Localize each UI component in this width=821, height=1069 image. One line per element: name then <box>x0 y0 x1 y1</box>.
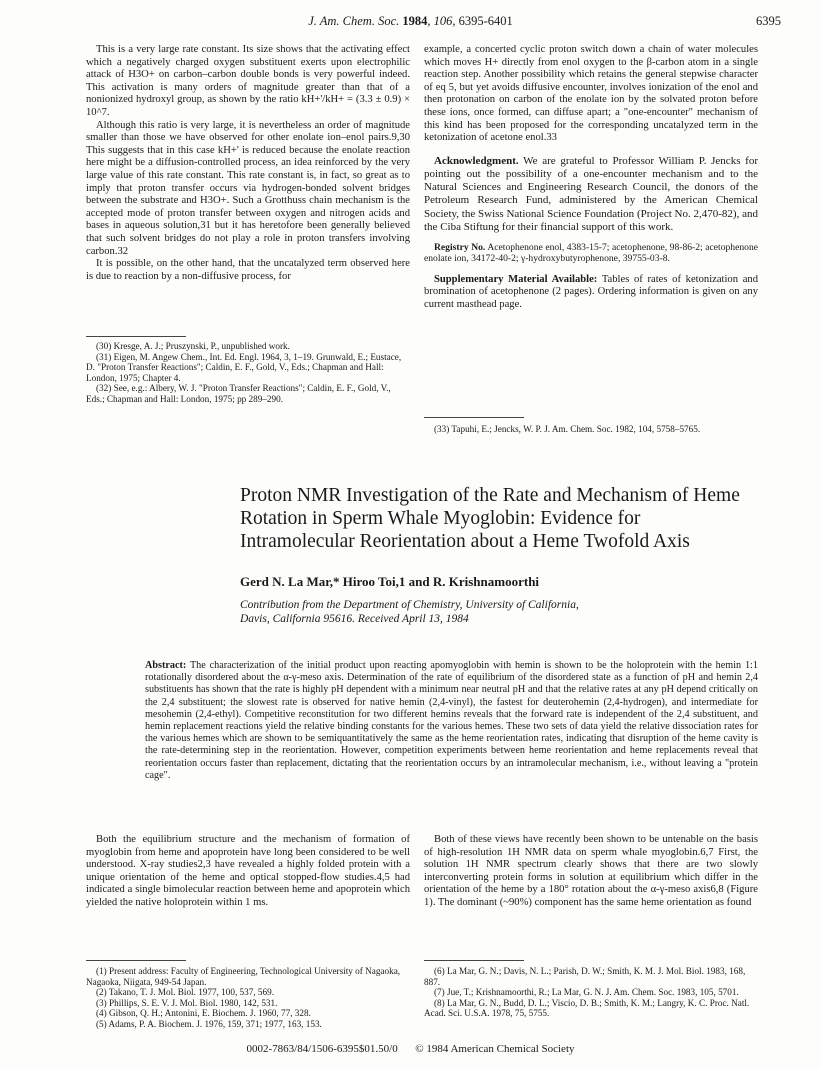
paragraph: Both the equilibrium structure and the mechanism of formation of myoglobin from heme and apoprotein have long been considered to be well understood. X-ray studies2,3 have revealed a highly folded protein with a unique orientation of the heme and optical stopped-flow studies.4,5 had indicated a single bimolecular reaction between heme and apoprotein which yielded the native holoprotein within 1 ms. <box>86 834 410 908</box>
supplementary <box>424 274 758 312</box>
footnotes-right <box>424 966 758 1019</box>
body-left-column <box>86 834 410 910</box>
affiliation-line: Davis, California 95616. Received April 13, 1984 <box>240 613 469 625</box>
article-authors: Gerd N. La Mar,* Hiroo Toi,1 and R. Krishnamoorthi <box>240 574 540 589</box>
running-header: J. Am. Chem. Soc. 1984, 106, 6395-6401 <box>308 14 513 28</box>
page-footer <box>0 1043 821 1055</box>
footnote-rule <box>86 960 186 961</box>
footer-code: 0002-7863/84/1506-6395$01.50/0 <box>246 1043 398 1055</box>
prev-article-right-column <box>424 44 758 312</box>
registry-text: Acetophenone enol, 4383-15-7; acetophenone, 98-86-2; acetophenone enolate ion, 34172-40-2; γ-hydroxybutyrophenone, 39755-03-8. <box>424 241 759 265</box>
footnote: (6) La Mar, G. N.; Davis, N. L.; Parish, D. W.; Smith, K. M. J. Mol. Biol. 1983, 168, 887. <box>424 966 746 987</box>
footnote: (30) Kresge, A. J.; Pruszynski, P., unpublished work. <box>96 341 290 351</box>
footnote: (31) Eigen, M. Angew Chem., Int. Ed. Engl. 1964, 3, 1–19. Grunwald, E.; Eustace, D. "Proton Transfer Reactions"; Caldin, E. F., Gold, V., Eds.; Chapman and Hall: London, 1975; Chapter 4. <box>86 351 402 383</box>
ack-label: Acknowledgment. <box>434 154 519 167</box>
footnote: (7) Jue, T.; Krishnamoorthi, R.; La Mar, G. N. J. Am. Chem. Soc. 1983, 105, 5701. <box>434 987 739 998</box>
footnote: (1) Present address: Faculty of Engineering, Technological University of Nagaoka, Nagaoka, Niigata, 949-54 Japan. <box>86 966 401 987</box>
article-affiliation <box>240 598 760 626</box>
article-title: Proton NMR Investigation of the Rate and Mechanism of Heme Rotation in Sperm Whale Myoglobin: Evidence for Intramolecular Reorientation about a Heme Twofold Axis <box>240 485 740 552</box>
footnotes-left <box>86 966 410 1030</box>
registry <box>424 242 758 265</box>
footnote: (3) Phillips, S. E. V. J. Mol. Biol. 1980, 142, 531. <box>96 997 278 1008</box>
affiliation-line: Contribution from the Department of Chemistry, University of California, <box>240 599 579 611</box>
footnote: (4) Gibson, Q. H.; Antonini, E. Biochem. J. 1960, 77, 328. <box>96 1008 311 1019</box>
footnote: (2) Takano, T. J. Mol. Biol. 1977, 100, 537, 569. <box>96 987 274 998</box>
footnote: (8) La Mar, G. N., Budd, D. L.; Viscio, D. B.; Smith, K. M.; Langry, K. C. Proc. Natl. Acad. Sci. U.S.A. 1978, 75, 5755. <box>424 997 750 1019</box>
journal-pages: 6395-6401 <box>458 14 513 28</box>
footnote: (5) Adams, P. A. Biochem. J. 1976, 159, 371; 1977, 163, 153. <box>96 1018 322 1029</box>
journal-name: J. Am. Chem. Soc. <box>308 14 400 28</box>
paragraph: Although this ratio is very large, it is nevertheless an order of magnitude smaller than those we have observed for other enolate ion–enol pairs.9,30 This suggests that in this case kH+' is reduced because the enolate reaction here might be a diffusion-controlled process, an idea reinforced by the very large value of this rate constant. This rate constant is, in fact, so great as to imply that proton transfer occurs via hydrogen-bonded solvent bridges between the substrate and H3O+. Such a Grotthuss chain mechanism is the accepted mode of proton transfer between oxygen and nitrogen acids and bases in aqueous solution,31 but it has heretofore been generally believed that such solvent bridges do not play a role in proton transfers involving carbon.32 <box>86 119 410 257</box>
paragraph: example, a concerted cyclic proton switch down a chain of water molecules which moves H+ directly from enol oxygen to the β-carbon atom in a single reaction step. Another possibility which retains the general stepwise character of eq 5, but yet avoids diffusive encounter, involves ionization of the enol and then protonation on carbon of the enolate ion by the solvated proton before these ions, once formed, can diffuse apart; a "one-encounter" mechanism of this kind has been proposed for the corresponding uncatalyzed term in the ketonization of acetone enol.33 <box>424 44 758 144</box>
paragraph: This is a very large rate constant. Its size shows that the activating effect which a negatively charged oxygen substituent exerts upon electrophilic attack of H3O+ on carbon–carbon double bonds is very powerful indeed. This activation is many orders of magnitude greater than that of a nonionized hydroxyl group, as shown by the ratio kH+'/kH+ = (3.3 ± 0.9) × 10^7. <box>86 44 410 118</box>
footnote-rule <box>424 417 524 418</box>
footnote: (32) See, e.g.: Albery, W. J. "Proton Transfer Reactions"; Caldin, E. F., Gold, V., Eds.; Chapman and Hall: London, 1975; pp 289–290. <box>86 383 391 404</box>
supp-text: Tables of rates of ketonization and bromination of acetophenone (2 pages). Ordering information is given on any current masthead page. <box>424 273 758 310</box>
footnote-rule <box>86 336 186 337</box>
body-right-column <box>424 834 758 910</box>
footer-copyright: © 1984 American Chemical Society <box>415 1043 575 1055</box>
prev-footnote-right: (33) Tapuhi, E.; Jencks, W. P. J. Am. Chem. Soc. 1982, 104, 5758–5765. <box>434 424 701 434</box>
journal-volume: 106 <box>433 14 453 28</box>
paragraph: Both of these views have recently been shown to be untenable on the basis of high-resolution 1H NMR data on sperm whale myoglobin.6,7 First, the solution 1H NMR spectrum clearly shows that there are two slowly interconverting protein forms in solution at equilibrium which differ in the orientation of the heme by a 180° rotation about the α-γ-meso axis6,8 (Figure 1). The dominant (~90%) component has the same heme orientation as found <box>424 834 758 908</box>
journal-year: 1984 <box>402 14 428 28</box>
paragraph: It is possible, on the other hand, that the uncatalyzed term observed here is due to reaction by a non-diffusive process, for <box>86 258 410 282</box>
prev-footnotes-left <box>86 341 410 405</box>
abstract <box>145 660 758 782</box>
page-number: 6395 <box>756 14 781 28</box>
prev-article-left-column <box>86 44 410 283</box>
footnote-rule <box>424 960 524 961</box>
acknowledgment <box>424 155 758 234</box>
registry-label: Registry No. <box>434 241 486 253</box>
ack-text: We are grateful to Professor William P. Jencks for pointing out the possibility of a one-encounter mechanism and to the Natural Sciences and Engineering Research Council, the donors of the Petroleum Research Fund, administered by the American Chemical Society, the Swiss National Science Foundation (Project No. 2,470-82), and the Ciba Stiftung for their financial support of this work. <box>424 154 758 233</box>
supp-label: Supplementary Material Available: <box>434 273 598 285</box>
abstract-label: Abstract: <box>145 660 187 671</box>
abstract-text: The characterization of the initial product upon reacting apomyoglobin with hemin is shown to be the holoprotein with the hemin 1:1 rotationally disordered about the α-γ-meso axis. Determination of the rate of equilibrium of the disordered state as a function of pH and hemin 2,4 substituents has shown that the rate is highly pH dependent with a minimum near neutral pH and that the relative rates at any pH depend critically on the 2,4 substituent; the slowest rate is observed for native hemin (2,4-vinyl), the fastest for deuterohemin (2,4-hydrogen), and intermediate for mesohemin (2,4-ethyl). Competitive reconstitution for two different hemins reveals that the forward rate is independent of the 2,4 substituent, and hemin replacement reactions yield the relative binding constants for the various hemes. These two sets of data yield the relative dissociation rates for the various hemes which are shown to be semiquantitatively the same as the heme reorientation rates, indicating that disruption of the heme cavity is the rate-determining step in the reorientation. However, competition experiments between heme reorientation and heme replacements reveal that reorientation occurs faster than replacement, dictating that the reorientation occurs by an intramolecular mechanism, i.e., without leaving a "protein cage". <box>145 660 758 781</box>
